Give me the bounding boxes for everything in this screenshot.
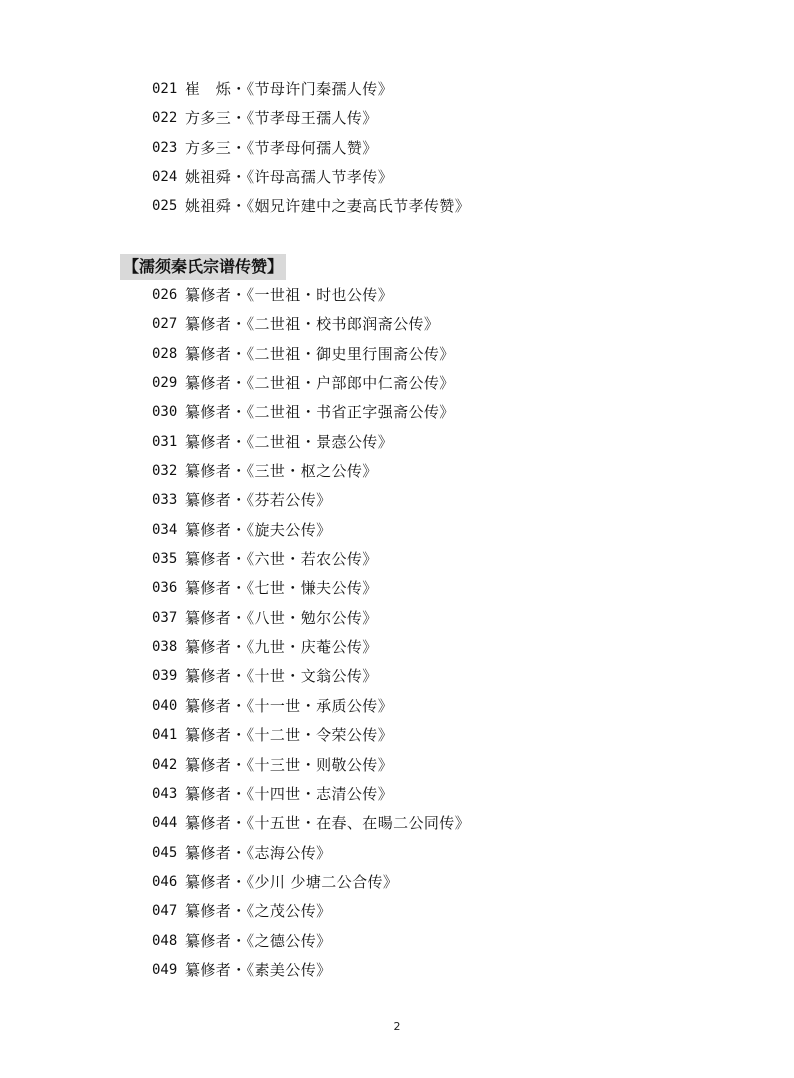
entry-number: 023 [152, 139, 178, 156]
list-item [152, 811, 712, 840]
entry-number: 022 [152, 110, 178, 127]
list-item [152, 694, 712, 723]
entry-number: 031 [152, 433, 178, 450]
list-item [152, 312, 712, 341]
entry-number: 037 [152, 609, 178, 626]
entry-number: 032 [152, 463, 178, 480]
list-item [152, 283, 712, 312]
entry-text: 纂修者・《三世・枢之公传》 [185, 462, 378, 481]
entry-text: 纂修者・《二世祖・书省正字强斋公传》 [185, 403, 455, 422]
list-item [152, 899, 712, 928]
entry-text: 纂修者・《十三世・则敬公传》 [185, 755, 394, 774]
entry-number: 027 [152, 316, 178, 333]
entry-number: 030 [152, 404, 178, 421]
entry-text: 纂修者・《九世・庆菴公传》 [185, 638, 378, 657]
entry-number: 021 [152, 81, 178, 97]
page-number: 2 [393, 1020, 401, 1033]
list-item [152, 929, 712, 958]
list-item [152, 958, 712, 987]
entry-text: 纂修者・《七世・慊夫公传》 [185, 579, 378, 598]
entry-text: 纂修者・《二世祖・景悫公传》 [185, 432, 394, 451]
entry-number: 025 [152, 198, 178, 215]
entry-number: 041 [152, 727, 178, 744]
entry-number: 026 [152, 287, 178, 303]
list-item [152, 488, 712, 517]
entry-number: 036 [152, 580, 178, 597]
list-item [152, 106, 712, 135]
entry-number: 048 [152, 932, 178, 949]
entry-number: 024 [152, 169, 178, 186]
list-item [152, 518, 712, 547]
entry-number: 040 [152, 697, 178, 714]
list-item [152, 664, 712, 693]
entry-text: 纂修者・《二世祖・御史里行围斋公传》 [185, 344, 455, 363]
entry-text: 纂修者・《六世・若农公传》 [185, 550, 378, 569]
entry-number: 045 [152, 844, 178, 861]
entry-number: 044 [152, 815, 178, 832]
entry-text: 纂修者・《二世祖・校书郎润斋公传》 [185, 315, 440, 334]
entry-number: 047 [152, 903, 178, 920]
section-heading: 【濡须秦氏宗谱传赞】 [120, 254, 286, 280]
entry-text: 纂修者・《志海公传》 [185, 843, 332, 862]
entry-list-upper [152, 77, 712, 224]
list-item [152, 606, 712, 635]
list-item [152, 342, 712, 371]
entry-number: 043 [152, 785, 178, 802]
list-item [152, 136, 712, 165]
entry-number: 029 [152, 375, 178, 392]
list-item [152, 753, 712, 782]
list-item [152, 635, 712, 664]
list-item [152, 723, 712, 752]
entry-text: 纂修者・《十世・文翁公传》 [185, 667, 378, 686]
entry-text: 纂修者・《之德公传》 [185, 931, 332, 950]
entry-number: 042 [152, 756, 178, 773]
entry-number: 039 [152, 668, 178, 685]
list-item [152, 841, 712, 870]
list-item [152, 371, 712, 400]
entry-text: 姚祖舜・《许母高孺人节孝传》 [185, 168, 394, 187]
entry-text: 姚祖舜・《姻兄许建中之妻高氏节孝传赞》 [185, 197, 471, 216]
entry-number: 033 [152, 492, 178, 509]
entry-number: 049 [152, 961, 178, 978]
list-item [152, 430, 712, 459]
entry-text: 纂修者・《素美公传》 [185, 960, 332, 979]
entry-list-lower [152, 283, 712, 987]
list-item [152, 459, 712, 488]
list-item [152, 547, 712, 576]
list-item [152, 77, 712, 106]
entry-text: 纂修者・《十五世・在春、在暘二公同传》 [185, 814, 471, 833]
list-item [152, 870, 712, 899]
entry-text: 纂修者・《少川 少塘二公合传》 [185, 872, 399, 891]
list-item [152, 782, 712, 811]
entry-text: 纂修者・《芬若公传》 [185, 491, 332, 510]
entry-text: 方多三・《节孝母王孺人传》 [185, 109, 378, 128]
entry-text: 纂修者・《十四世・志清公传》 [185, 784, 394, 803]
entry-text: 纂修者・《十一世・承质公传》 [185, 696, 394, 715]
list-item [152, 400, 712, 429]
entry-number: 038 [152, 639, 178, 656]
entry-number: 034 [152, 521, 178, 538]
entry-text: 纂修者・《二世祖・户部郎中仁斋公传》 [185, 374, 455, 393]
entry-text: 纂修者・《八世・勉尔公传》 [185, 608, 378, 627]
entry-text: 纂修者・《旋夫公传》 [185, 520, 332, 539]
entry-text: 纂修者・《之茂公传》 [185, 902, 332, 921]
entry-number: 028 [152, 345, 178, 362]
list-item [152, 194, 712, 223]
entry-text: 纂修者・《一世祖・时也公传》 [185, 286, 394, 304]
list-item [152, 576, 712, 605]
entry-text: 崔 烁・《节母许门秦孺人传》 [185, 80, 394, 98]
entry-text: 方多三・《节孝母何孺人赞》 [185, 138, 378, 157]
entry-number: 035 [152, 551, 178, 568]
entry-number: 046 [152, 873, 178, 890]
list-item [152, 165, 712, 194]
entry-text: 纂修者・《十二世・令荣公传》 [185, 726, 394, 745]
